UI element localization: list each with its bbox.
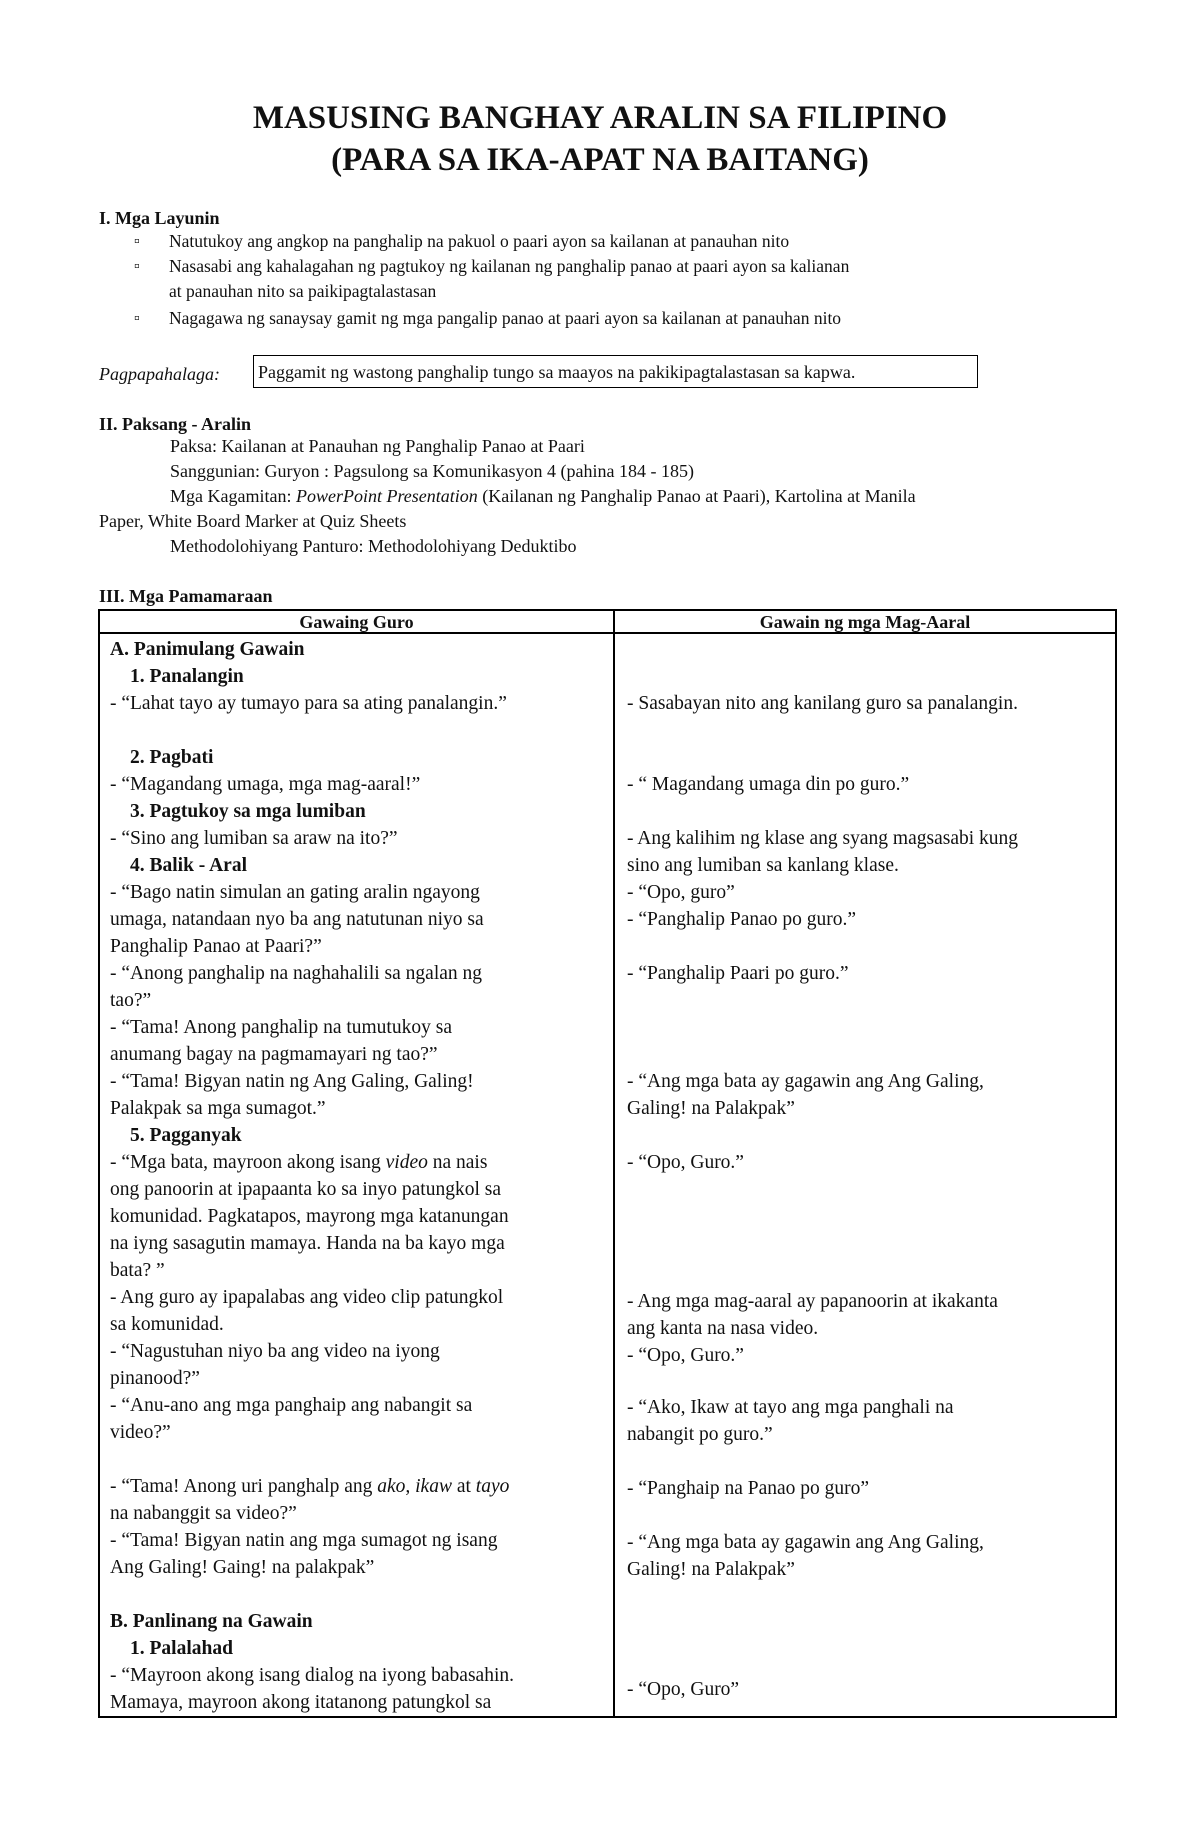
square-bullet-icon: ▫ [134,233,140,250]
teacher-line: - “Mayroon akong isang dialog na iyong babasahin. [110,1665,514,1686]
teacher-line: - “Tama! Bigyan natin ng Ang Galing, Galing! [110,1071,474,1092]
student-line: - “Opo, guro” [627,882,735,903]
valuing-box: Paggamit ng wastong panghalip tungo sa maayos na pakikipagtalastasan sa kapwa. [253,355,978,388]
section-heading: B. Panlinang na Gawain [110,1611,313,1632]
procedure-heading: III. Mga Pamamaraan [99,586,273,606]
teacher-line: - “Sino ang lumiban sa araw na ito?” [110,828,398,849]
table-header-row [99,610,1116,633]
student-line: - Ang mga mag-aaral ay papanoorin at ikakanta [627,1291,998,1312]
square-bullet-icon: ▫ [134,258,140,275]
student-line: - Ang kalihim ng klase ang syang magsasabi kung [627,828,1019,849]
teacher-column-header: Gawaing Guro [99,610,614,633]
topic-line: Paksa: Kailanan at Panauhan ng Panghalip Panao at Paari [170,436,585,456]
teacher-line [110,1149,487,1176]
objective-text-continued: at panauhan nito sa paikipagtalastasan [169,281,437,301]
step-heading: 4. Balik - Aral [130,855,248,876]
teacher-line [110,1473,509,1500]
teacher-line: - “Anong panghalip na naghahalili sa ngalan ng [110,963,483,984]
step-heading: 3. Pagtukoy sa mga lumiban [130,801,366,822]
student-line: - “Panghalip Panao po guro.” [627,909,857,930]
teacher-line: anumang bagay na pagmamayari ng tao?” [110,1044,438,1065]
teacher-line: - “Tama! Anong panghalip na tumutukoy sa [110,1017,452,1038]
teacher-line: video?” [110,1422,171,1443]
student-line: sino ang lumiban sa kanlang klase. [627,855,899,876]
teacher-line: sa komunidad. [110,1314,224,1335]
teacher-line: - “Lahat tayo ay tumayo para sa ating panalangin.” [110,693,507,714]
teacher-line: - “Nagustuhan niyo ba ang video na iyong [110,1341,440,1362]
step-heading: 1. Palalahad [130,1638,233,1659]
teacher-line: Panghalip Panao at Paari?” [110,936,322,957]
student-line: Galing! na Palakpak” [627,1559,795,1580]
student-activities [615,634,1115,1716]
page-title: MASUSING BANGHAY ARALIN SA FILIPINO [252,100,948,136]
student-line: ang kanta na nasa video. [627,1318,819,1339]
teacher-line: Ang Galing! Gaing! na palakpak” [110,1557,375,1578]
square-bullet-icon: ▫ [134,310,140,327]
student-line: - “Opo, Guro.” [627,1345,744,1366]
objective-text: Nasasabi ang kahalagahan ng pagtukoy ng kailanan ng panghalip panao at paari ayon sa kalianan [169,256,850,276]
student-line: - “ Magandang umaga din po guro.” [627,774,910,795]
student-line: - Sasabayan nito ang kanilang guro sa panalangin. [627,693,1018,714]
student-line: - “Opo, Guro” [627,1679,740,1700]
procedure-table [98,609,1117,1718]
step-heading: 5. Pagganyak [130,1125,242,1146]
subject-heading: II. Paksang - Aralin [99,414,252,434]
step-heading: 2. Pagbati [130,747,214,768]
teacher-line: na iyng sasagutin mamaya. Handa na ba kayo mga [110,1233,505,1254]
materials-prefix: Mga Kagamitan: [170,486,296,506]
table-body-row [99,633,1116,1717]
materials-rest: (Kailanan ng Panghalip Panao at Paari), Kartolina at Manila [477,486,916,506]
objective-item [136,254,1036,304]
materials-italic: PowerPoint Presentation [295,486,478,506]
teacher-line: pinanood?” [110,1368,200,1389]
student-line: - “Opo, Guro.” [627,1152,744,1173]
teacher-line: komunidad. Pagkatapos, mayrong mga katanungan [110,1206,509,1227]
teacher-line: na nabanggit sa video?” [110,1503,297,1524]
teacher-line: Palakpak sa mga sumagot.” [110,1098,326,1119]
teacher-line-italic: video [385,1152,428,1173]
student-line: Galing! na Palakpak” [627,1098,795,1119]
teacher-line-part: na nais [427,1152,488,1173]
teacher-line: - “Bago natin simulan an gating aralin ngayong [110,882,480,903]
student-line: - “Panghaip na Panao po guro” [627,1478,870,1499]
teacher-line: tao?” [110,990,152,1011]
teacher-line: Mamaya, mayroon akong itatanong patungkol sa [110,1692,492,1713]
student-line: - “Ang mga bata ay gagawin ang Ang Galing, [627,1071,984,1092]
student-line: - “Ako, Ikaw at tayo ang mga panghali na [627,1397,954,1418]
teacher-line-part: - “Tama! Anong uri panghalp ang [110,1476,378,1497]
objective-text: Natutukoy ang angkop na panghalip na pakuol o paari ayon sa kailanan at panauhan nito [169,231,790,251]
teacher-line-part: - “Mga bata, mayroon akong isang [110,1152,386,1173]
objective-text: Nagagawa ng sanaysay gamit ng mga pangalip panao at paari ayon sa kailanan at panauhan nito [169,308,842,328]
teacher-activities-cell [99,633,614,1717]
reference-line: Sanggunian: Guryon : Pagsulong sa Komunikasyon 4 (pahina 184 - 185) [170,461,694,481]
student-line: - “Ang mga bata ay gagawin ang Ang Galing, [627,1532,984,1553]
step-heading: 1. Panalangin [130,666,244,687]
teacher-line-italic: ako, ikaw [377,1476,452,1497]
teacher-line-italic: tayo [475,1476,510,1497]
student-column-header: Gawain ng mga Mag-Aaral [614,610,1116,633]
teacher-line: - “Tama! Bigyan natin ang mga sumagot ng isang [110,1530,498,1551]
teacher-line: umaga, natandaan nyo ba ang natutunan niyo sa [110,909,484,930]
materials-line [170,484,916,509]
page-subtitle: (PARA SA IKA-APAT NA BAITANG) [331,142,869,178]
methodology-line: Methodolohiyang Panturo: Methodolohiyang Deduktibo [170,536,577,556]
objective-item [136,306,1036,331]
teacher-line-part: at [451,1476,476,1497]
objectives-heading: I. Mga Layunin [99,208,220,228]
teacher-line: bata? ” [110,1260,165,1281]
materials-line-continued: Paper, White Board Marker at Quiz Sheets [99,511,407,531]
student-line: - “Panghalip Paari po guro.” [627,963,849,984]
teacher-line: - “Anu-ano ang mga panghaip ang nabangit sa [110,1395,473,1416]
objective-item [136,229,1036,254]
valuing-label: Pagpapahalaga: [99,364,220,384]
student-line: nabangit po guro.” [627,1424,773,1445]
teacher-line: - “Magandang umaga, mga mag-aaral!” [110,774,421,795]
section-heading: A. Panimulang Gawain [110,639,305,660]
teacher-line: ong panoorin at ipapaanta ko sa inyo patungkol sa [110,1179,501,1200]
student-activities-cell [614,633,1116,1717]
teacher-activities [100,634,613,1716]
teacher-line: - Ang guro ay ipapalabas ang video clip patungkol [110,1287,504,1308]
